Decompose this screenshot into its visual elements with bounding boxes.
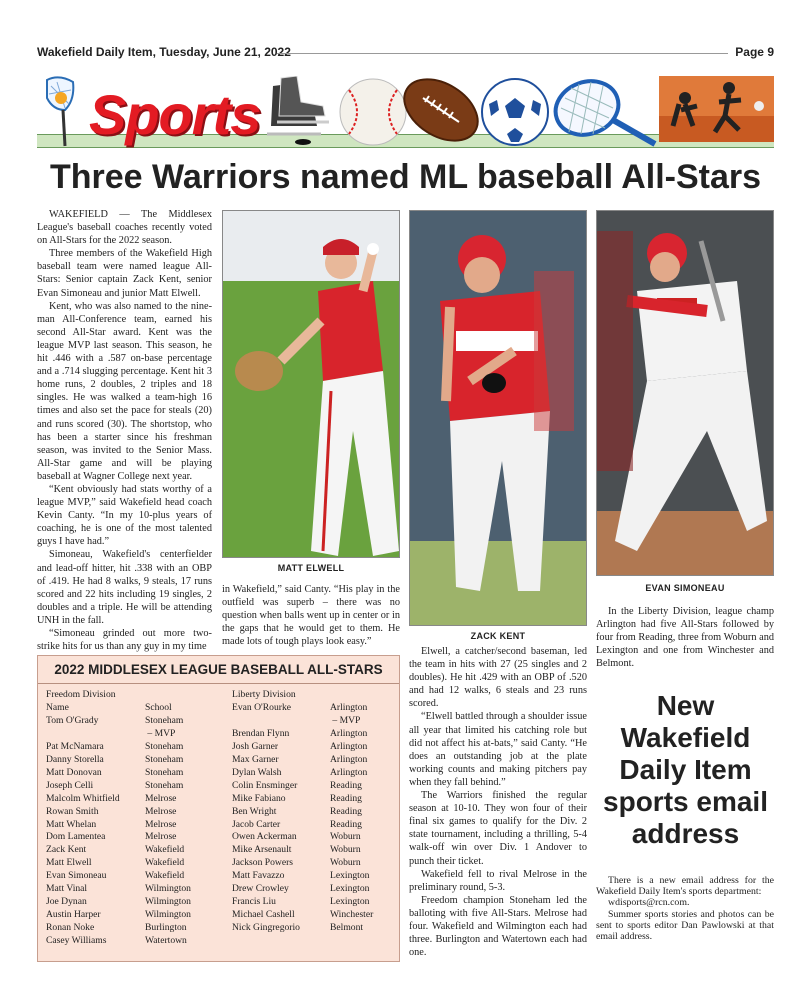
player-photo-image	[597, 211, 774, 576]
page-number: Page 9	[735, 45, 774, 59]
table-title: 2022 MIDDLESEX LEAGUE BASEBALL ALL-STARS	[54, 662, 383, 677]
article-column-1	[37, 208, 212, 653]
paragraph: “Kent obviously had stats worthy of a league MVP,” said Wakefield head coach Kevin Canty. “In my 10-plus years of coaching, he is one of the most talented guys I have had.”	[37, 483, 212, 548]
photo-caption: MATT ELWELL	[277, 563, 345, 573]
paragraph: Simoneau, Wakefield's centerfielder and lead-off hitter, hit .338 with an OBP of .419. He had 8 walks, 9 steals, 17 runs scored and 22 hits including 19 singles, 2 doubles and a triple. He will be attending UNH in the fall.	[37, 549, 212, 626]
paragraph: In the Liberty Division, league champ Arlington had five All-Stars followed by four from Reading, three from Woburn and Lexington and one from Winchester and Belmont.	[596, 606, 774, 670]
football-icon	[399, 72, 483, 148]
freedom-names-column: Freedom Division Name Tom O'Grady Pat McNamara Danny Storella Matt Donovan Joseph Celli Malcolm Whitfield Rowan Smith Matt Whelan Dom Lamentea Zack Kent Matt Elwell Evan Simoneau Matt Vinal Joe Dynan Austin Harper Ronan Noke Casey Williams	[46, 689, 120, 947]
paragraph: WAKEFIELD — The Middlesex League's baseball coaches recently voted on All-Stars for the 2022 season.	[37, 209, 212, 247]
photo-caption: ZACK KENT	[470, 631, 526, 641]
article-column-4	[596, 605, 774, 670]
player-photo-image	[223, 211, 400, 558]
article-column-2	[222, 583, 400, 648]
paragraph: The Warriors finished the regular season at 10-10. They won four of their final six games to qualify for the Div. 2 state tournament, including a thrilling, 5-4 walk-off win over Div. 1 Andover to punch their ticket.	[409, 790, 587, 867]
hockey-skates-icon	[259, 76, 331, 146]
headline: Three Warriors named ML baseball All-Stars	[49, 158, 762, 196]
tennis-racket-icon	[551, 76, 661, 148]
section-title: Sports	[89, 83, 261, 146]
lacrosse-stick-icon	[39, 76, 79, 148]
paragraph: in Wakefield,” said Canty. “His play in the outfield was superb – there was no question when balls went up in center or in the gaps that he would get to them. He made lots of tough plays look easy.”	[222, 584, 400, 648]
paragraph: “Elwell battled through a shoulder issue all year that limited his catching role but did not affect his at-bats,” said Canty. “He does an outstanding job at the plate working counts and making pitchers pay when they fall behind.”	[409, 711, 587, 788]
masthead: Wakefield Daily Item, Tuesday, June 21, 2022	[37, 45, 291, 59]
photo-zack-kent	[409, 210, 587, 626]
sports-collage-icon	[659, 76, 774, 142]
paragraph: Freedom champion Stoneham led the balloting with five All-Stars. Melrose had four. Wakefield and Wilmington each had three. Burlington and Watertown each had one.	[409, 894, 587, 959]
paragraph: Wakefield fell to rival Melrose in the preliminary round, 5-3.	[409, 868, 587, 893]
article-column-3	[409, 645, 587, 959]
photo-evan-simoneau	[596, 210, 774, 576]
sports-banner	[37, 72, 774, 152]
photo-matt-elwell	[222, 210, 400, 558]
paragraph: There is a new email address for the Wakefield Daily Item's sports department:	[596, 875, 774, 898]
paragraph: Elwell, a catcher/second baseman, led the team in hits with 27 (25 singles and 2 doubles). He hit .429 with an OBP of .520 and had 12 walks, 6 steals and 23 runs scored.	[409, 646, 587, 710]
notice-body	[596, 875, 774, 942]
email-text: wdisports@rcn.com.	[608, 897, 690, 909]
table-rule	[38, 683, 399, 684]
freedom-schools-column: School Stoneham – MVP Stoneham Stoneham Stoneham Stoneham Melrose Melrose Melrose Melrose Wakefield Wakefield Wakefield Wilmington Wilmington Wilmington Burlington Watertown	[145, 701, 191, 947]
header-rule	[277, 53, 728, 54]
paragraph: Summer sports stories and photos can be sent to sports editor Dan Pawlowski at that email address.	[596, 908, 774, 943]
paragraph: Kent, who was also named to the nine-man All-Conference team, earned his second All-Star award. Kent was the league MVP last season. This season, he hit .446 with a .587 on-base percentage and a .714 slugging percentage. Kent hit 3 home runs, 2 doubles, 2 triples and 18 singles. He was walked a team-high 16 times and also set the pace for steals (20) and runs scored (30). The shortstop, who has been a starter since his freshman season, was invited to the Senior Mass. All-Star game and will be playing baseball at Wagner College next year.	[37, 300, 212, 482]
photo-caption: EVAN SIMONEAU	[645, 583, 725, 593]
soccer-ball-icon	[479, 76, 551, 148]
page-header	[37, 45, 774, 61]
paragraph: Three members of the Wakefield High baseball team were named league All-Stars: Senior captain Zack Kent, senior Evan Simoneau and junior Matt Elwell.	[37, 248, 212, 299]
liberty-schools-column: Arlington – MVP Arlington Arlington Arlington Arlington Reading Reading Reading Reading Woburn Woburn Woburn Lexington Lexington Lexington Winchester Belmont	[330, 701, 374, 934]
all-stars-table	[37, 655, 400, 962]
notice-title: New Wakefield Daily Item sports email address	[603, 690, 768, 849]
liberty-names-column: Liberty Division Evan O'Rourke Brendan Flynn Josh Garner Max Garner Dylan Walsh Colin Ensminger Mike Fabiano Ben Wright Jacob Carter Owen Ackerman Mike Arsenault Jackson Powers Matt Favazzo Drew Crowley Francis Liu Michael Cashell Nick Gingregorio	[232, 689, 300, 934]
player-photo-image	[410, 211, 587, 626]
paragraph: “Simoneau grinded out more two-strike hits for us than any guy in my time	[37, 628, 212, 653]
